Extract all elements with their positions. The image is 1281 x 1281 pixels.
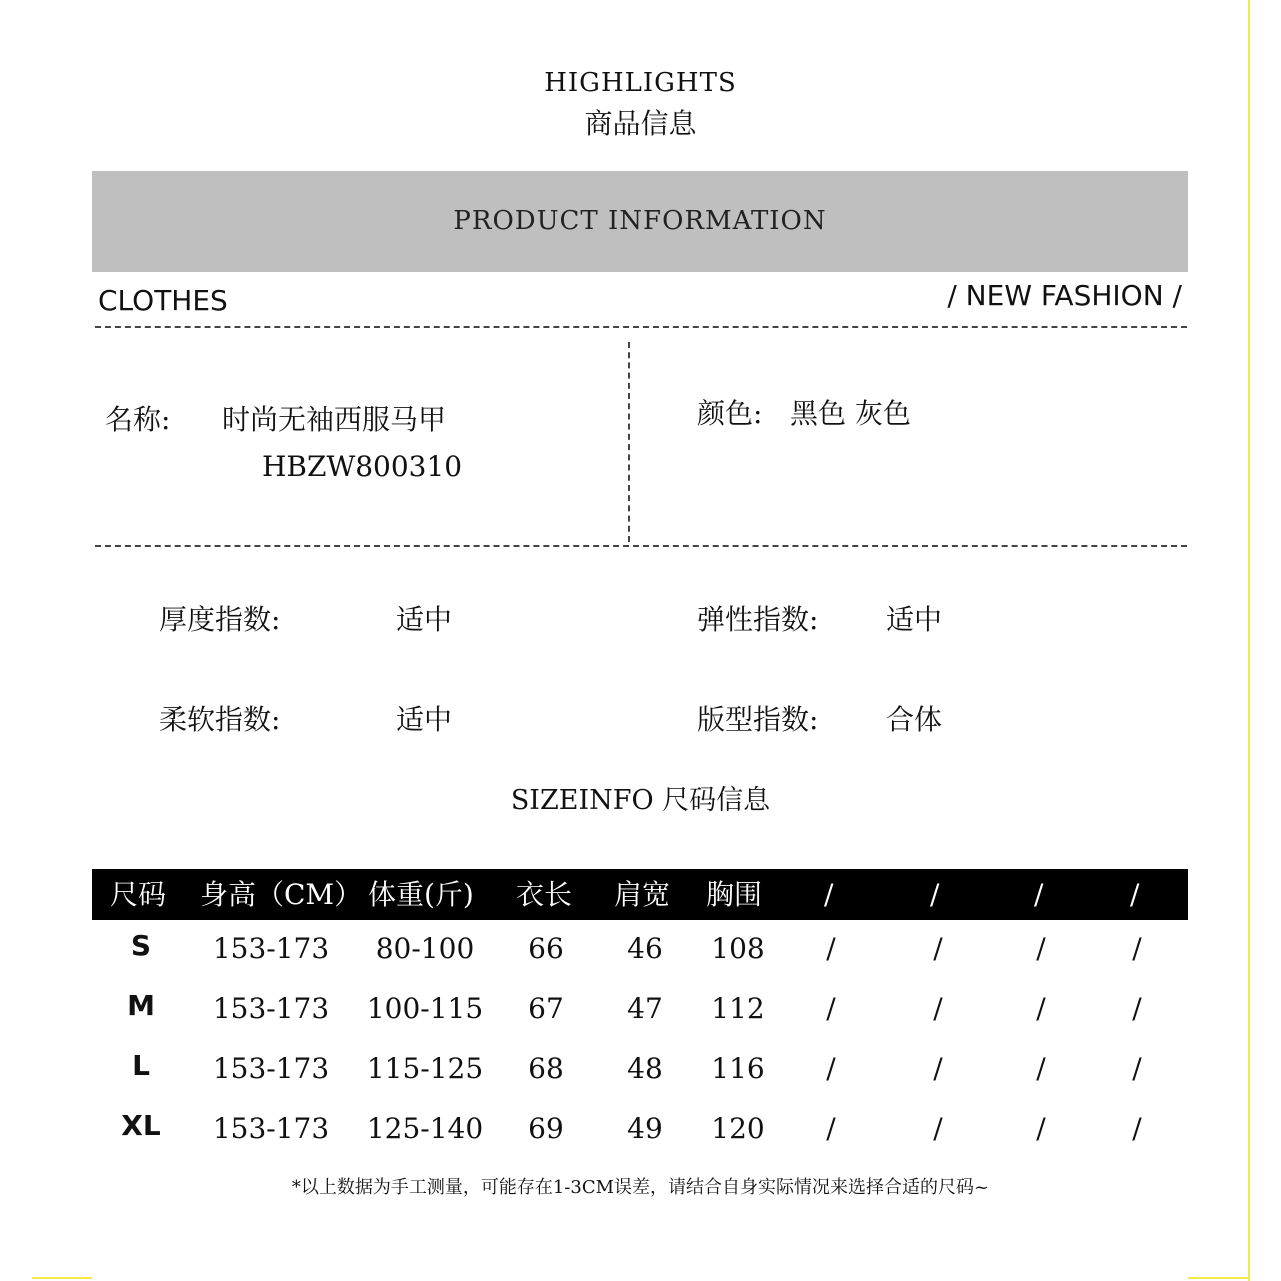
cell-blank-4: / (1132, 932, 1142, 965)
cell-length: 69 (528, 1112, 564, 1145)
header-weight: 体重(斤) (368, 878, 474, 911)
edge-accent-line-bottom-right (1188, 1277, 1248, 1279)
fit-label: 版型指数: (697, 703, 819, 736)
cell-blank-1: / (826, 1112, 836, 1145)
cell-blank-3: / (1036, 992, 1046, 1025)
cell-blank-1: / (826, 992, 836, 1025)
cell-chest: 116 (711, 1052, 765, 1085)
softness-label: 柔软指数: (159, 703, 281, 736)
cell-chest: 108 (711, 932, 765, 965)
header-blank-2: / (930, 878, 940, 911)
banner-text: PRODUCT INFORMATION (453, 206, 827, 236)
divider-vertical (628, 342, 630, 542)
header-blank-1: / (824, 878, 834, 911)
cell-blank-1: / (826, 932, 836, 965)
cell-height: 153-173 (212, 1052, 330, 1085)
edge-accent-line-right (1248, 0, 1250, 1281)
cell-shoulder: 47 (627, 992, 663, 1025)
cell-height: 153-173 (212, 992, 330, 1025)
cell-size: S (130, 929, 152, 962)
cell-blank-2: / (933, 932, 943, 965)
header-blank-4: / (1130, 878, 1140, 911)
color-value: 黑色 灰色 (790, 397, 911, 430)
name-label: 名称: (105, 403, 171, 436)
product-code: HBZW800310 (262, 450, 463, 483)
edge-accent-line-bottom-left (32, 1277, 92, 1279)
size-table-header (92, 869, 1188, 920)
cell-height: 153-173 (212, 932, 330, 965)
cell-blank-4: / (1132, 992, 1142, 1025)
elasticity-value: 适中 (886, 603, 943, 636)
cell-blank-2: / (933, 992, 943, 1025)
header-blank-3: / (1034, 878, 1044, 911)
cell-shoulder: 49 (627, 1112, 663, 1145)
header-shoulder: 肩宽 (614, 878, 671, 911)
clothes-tag: CLOTHES (98, 284, 228, 317)
header-height: 身高（CM） (200, 878, 363, 911)
product-info-title: 商品信息 (584, 107, 697, 140)
header-size: 尺码 (110, 878, 167, 911)
cell-blank-3: / (1036, 932, 1046, 965)
color-label: 颜色: (697, 397, 763, 430)
measurement-note: *以上数据为手工测量，可能存在1-3CM误差，请结合自身实际情况来选择合适的尺码~ (291, 1177, 990, 1198)
cell-chest: 112 (711, 992, 765, 1025)
product-information-banner (92, 171, 1188, 272)
cell-shoulder: 48 (627, 1052, 663, 1085)
softness-value: 适中 (396, 703, 453, 736)
cell-length: 67 (528, 992, 564, 1025)
cell-weight: 115-125 (366, 1052, 484, 1085)
divider-top (95, 326, 1187, 328)
cell-blank-2: / (933, 1112, 943, 1145)
cell-height: 153-173 (212, 1112, 330, 1145)
cell-size: M (127, 989, 155, 1022)
cell-weight: 80-100 (375, 932, 475, 965)
cell-blank-2: / (933, 1052, 943, 1085)
cell-size: XL (121, 1109, 161, 1142)
cell-blank-3: / (1036, 1112, 1046, 1145)
cell-blank-1: / (826, 1052, 836, 1085)
cell-chest: 120 (711, 1112, 765, 1145)
header-length: 衣长 (516, 878, 573, 911)
cell-blank-4: / (1132, 1052, 1142, 1085)
cell-length: 68 (528, 1052, 564, 1085)
cell-size: L (132, 1049, 150, 1082)
header-chest: 胸围 (706, 878, 763, 911)
cell-shoulder: 46 (627, 932, 663, 965)
cell-weight: 125-140 (366, 1112, 484, 1145)
thickness-label: 厚度指数: (159, 603, 281, 636)
divider-bottom (95, 545, 1187, 547)
name-value: 时尚无袖西服马甲 (222, 403, 447, 436)
cell-blank-4: / (1132, 1112, 1142, 1145)
highlights-title: HIGHLIGHTS (544, 68, 737, 98)
new-fashion-tag: / NEW FASHION / (947, 279, 1182, 312)
fit-value: 合体 (886, 703, 943, 736)
thickness-value: 适中 (396, 603, 453, 636)
cell-blank-3: / (1036, 1052, 1046, 1085)
cell-length: 66 (528, 932, 564, 965)
size-info-title: SIZEINFO 尺码信息 (510, 785, 771, 816)
elasticity-label: 弹性指数: (697, 603, 819, 636)
cell-weight: 100-115 (366, 992, 484, 1025)
